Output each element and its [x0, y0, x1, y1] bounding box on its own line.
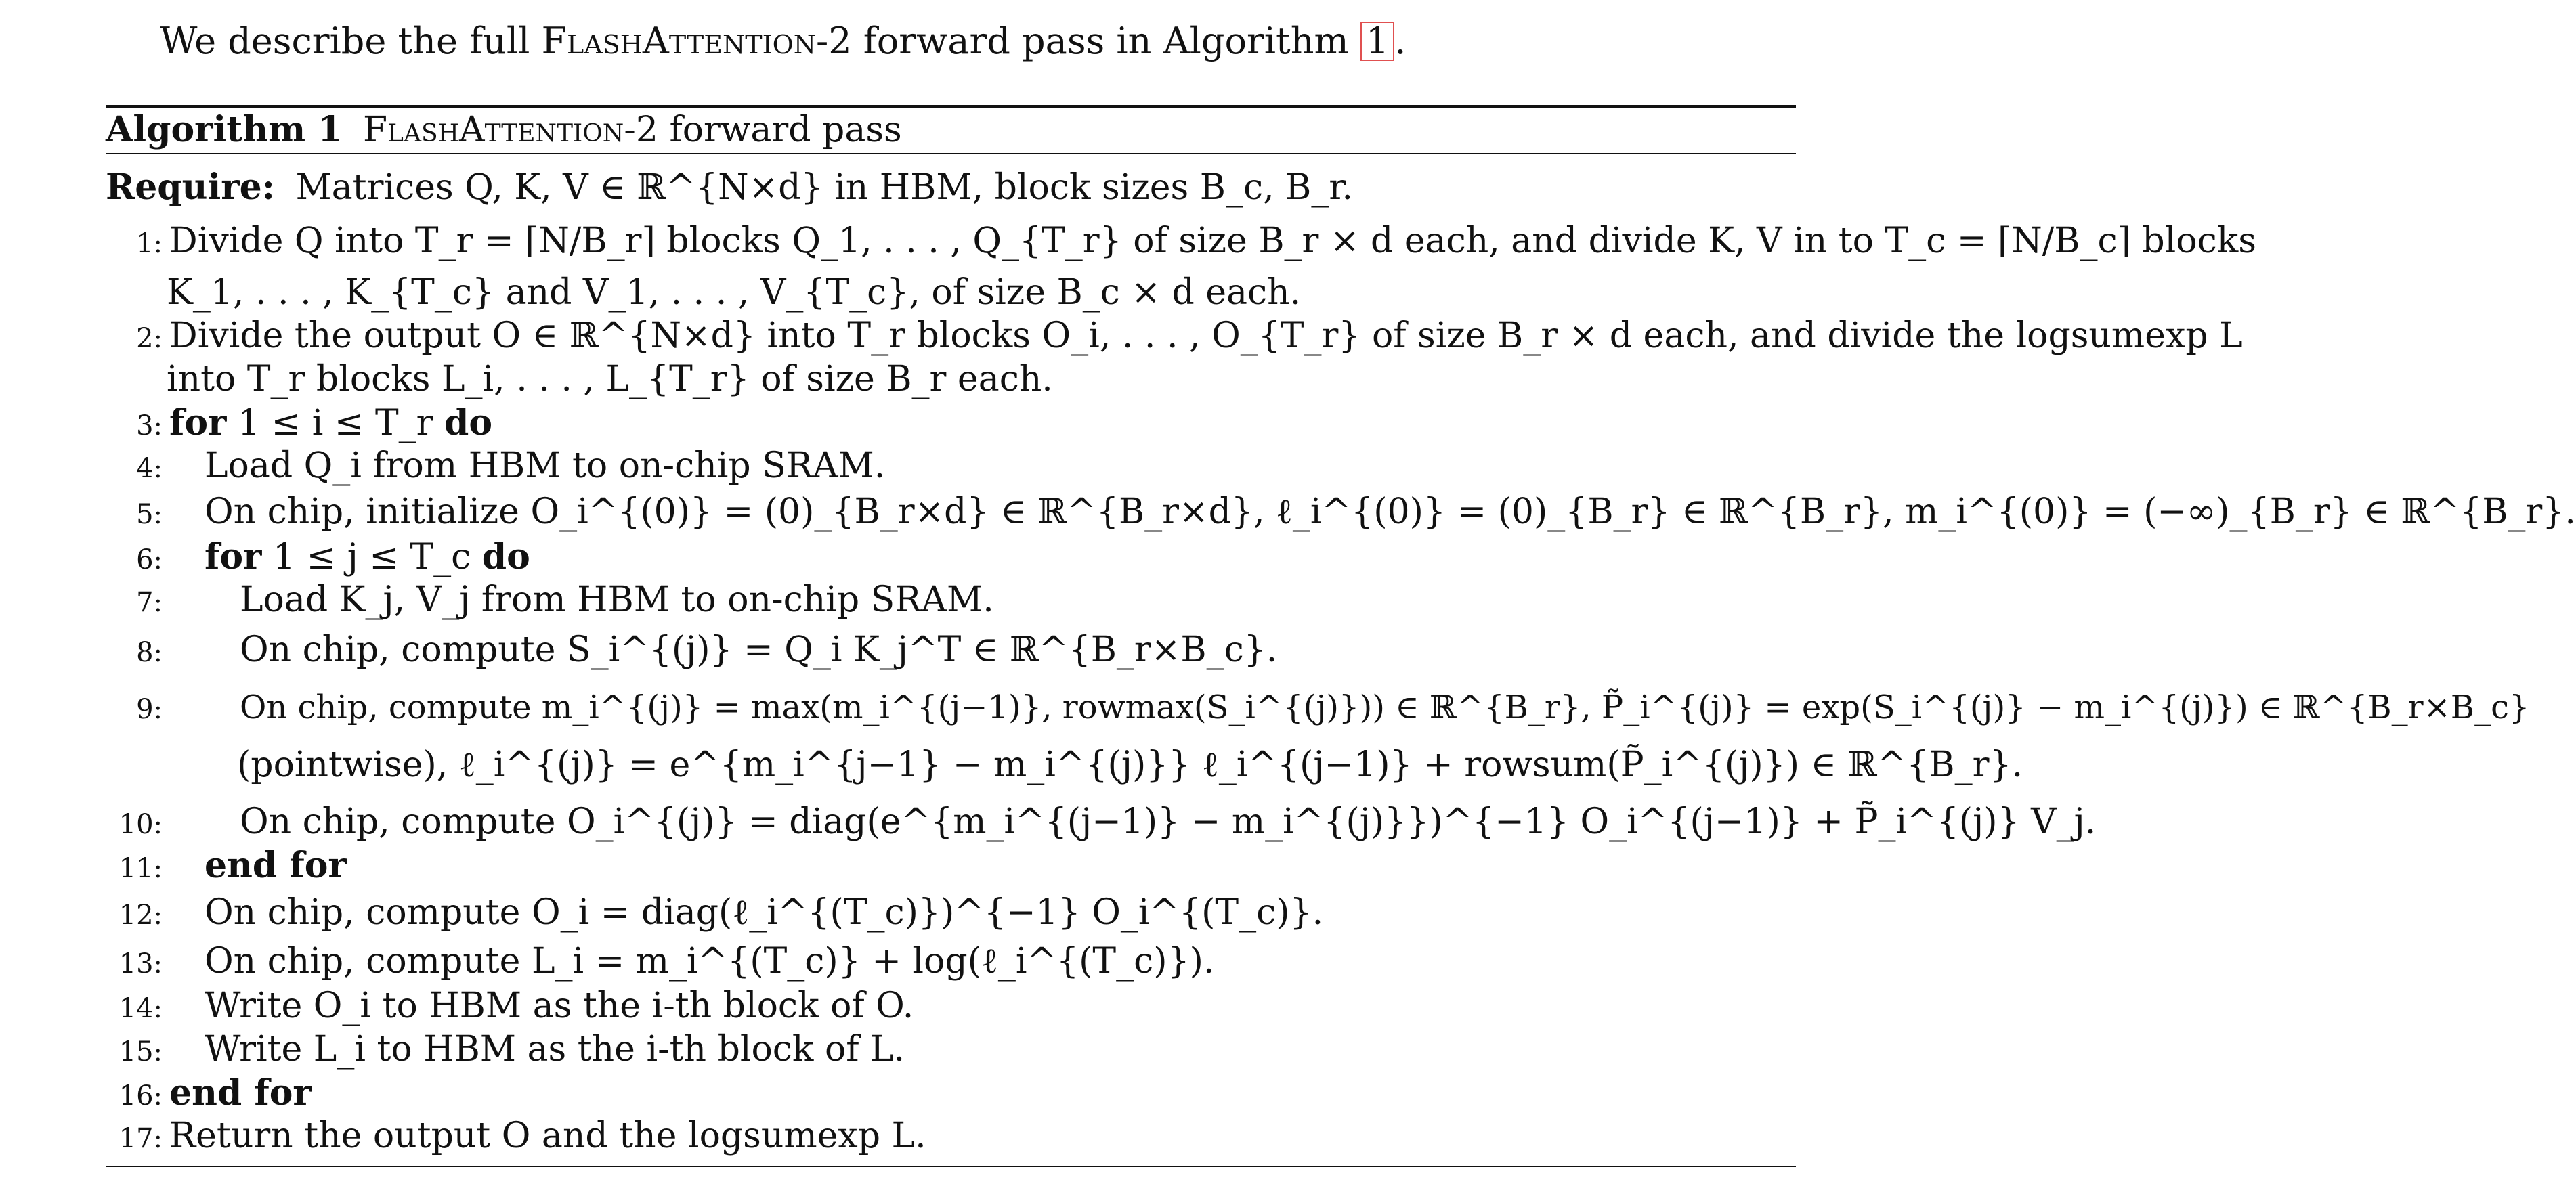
- algorithm-line: [106, 445, 1796, 486]
- algorithm-line: [106, 892, 1796, 933]
- line-number: 4:: [136, 453, 163, 484]
- algorithm-reference-link[interactable]: 1: [1360, 22, 1394, 61]
- algorithm-line: [106, 801, 2097, 842]
- algorithm-label: Algorithm 1: [106, 109, 343, 150]
- line-number: 10:: [119, 809, 163, 840]
- algorithm-line-continuation: (pointwise), ℓ_i^{(j)} = e^{m_i^{j−1} − m_i^{(j)}} ℓ_i^{(j−1)} + rowsum(P̃_i^{(j)}) ∈ ℝ^{B_r}.: [237, 745, 2023, 785]
- line-number: 1:: [136, 228, 163, 259]
- algorithm-line: [106, 986, 1796, 1026]
- line-text: 1 ≤ i ≤ T_r: [226, 403, 445, 443]
- algorithm-line-continuation: into T_r blocks L_i, . . . , L_{T_r} of size B_r each.: [167, 359, 1053, 399]
- for-keyword: for: [205, 536, 262, 577]
- algorithm-line: [106, 845, 1796, 886]
- line-text: On chip, compute O_i^{(j)} = diag(e^{m_i^{(j−1)} − m_i^{(j)}})^{−1} O_i^{(j−1)} + P̃_i^{(j)} V_j.: [240, 801, 2097, 842]
- line-number: 3:: [136, 410, 163, 441]
- line-number: 11:: [119, 853, 163, 884]
- intro-sentence: [160, 15, 1406, 68]
- for-keyword: for: [169, 402, 227, 443]
- algorithm-line: [106, 941, 1796, 982]
- intro-method-name: FlashAttention: [541, 20, 817, 62]
- algorithm-line: [106, 315, 2243, 356]
- line-text: Load Q_i from HBM to on-chip SRAM.: [205, 445, 886, 486]
- algorithm-line: [106, 491, 2576, 532]
- intro-end: .: [1394, 20, 1407, 62]
- line-text: Return the output O and the logsumexp L.: [169, 1116, 926, 1156]
- line-number: 5:: [136, 499, 163, 530]
- algorithm-title-suffix: -2 forward pass: [624, 110, 902, 150]
- line-text: On chip, compute S_i^{(j)} = Q_i K_j^T ∈ ℝ^{B_r×B_c}.: [240, 630, 1278, 670]
- line-number: 2:: [136, 323, 163, 354]
- line-number: 8:: [136, 637, 163, 668]
- end-for-keyword: end for: [205, 845, 347, 886]
- algorithm-line: [106, 221, 2256, 261]
- algorithm-method-name: FlashAttention: [362, 110, 624, 150]
- line-text: Load K_j, V_j from HBM to on-chip SRAM.: [240, 579, 994, 620]
- line-text: Write O_i to HBM as the i-th block of O.: [205, 986, 914, 1026]
- algorithm-require: [106, 167, 1796, 208]
- line-text: On chip, compute L_i = m_i^{(T_c)} + log(ℓ_i^{(T_c)}).: [205, 941, 1215, 982]
- algorithm-line: [106, 630, 1796, 670]
- algorithm-title: [106, 108, 902, 152]
- line-number: 12:: [119, 900, 163, 931]
- line-number: 17:: [119, 1123, 163, 1154]
- require-label: Require:: [106, 167, 275, 208]
- line-number: 6:: [136, 544, 163, 575]
- algorithm-line: [106, 536, 1796, 577]
- line-text: Write L_i to HBM as the i-th block of L.: [205, 1029, 905, 1070]
- end-for-keyword: end for: [169, 1072, 312, 1114]
- algorithm-line: [106, 402, 1796, 443]
- line-number: 9:: [136, 694, 163, 725]
- line-number: 14:: [119, 993, 163, 1024]
- do-keyword: do: [444, 402, 493, 443]
- line-text: On chip, compute m_i^{(j)} = max(m_i^{(j−1)}, rowmax(S_i^{(j)})) ∈ ℝ^{B_r}, P̃_i^{(j)} = exp(S_i^{(j)} − m_i^{(j)}) ∈ ℝ^{B_r×B_c}: [240, 688, 2530, 726]
- line-text: On chip, compute O_i = diag(ℓ_i^{(T_c)})^{−1} O_i^{(T_c)}.: [205, 892, 1324, 933]
- line-text: Divide the output O ∈ ℝ^{N×d} into T_r blocks O_i, . . . , O_{T_r} of size B_r × d each, and divide the logsumexp L: [169, 315, 2243, 356]
- algorithm-line: [106, 1029, 1796, 1070]
- line-text: 1 ≤ j ≤ T_c: [261, 537, 482, 577]
- intro-prefix: We describe the full: [160, 20, 542, 62]
- line-text: On chip, initialize O_i^{(0)} = (0)_{B_r×d} ∈ ℝ^{B_r×d}, ℓ_i^{(0)} = (0)_{B_r} ∈ ℝ^{B_r}, m_i^{(0)} = (−∞)_{B_r} ∈ ℝ^{B_r}.: [205, 491, 2576, 532]
- line-text: Divide Q into T_r = ⌈N/B_r⌉ blocks Q_1, . . . , Q_{T_r} of size B_r × d each, and divide K, V in to T_c = ⌈N/B_c⌉ blocks: [169, 221, 2256, 261]
- algorithm-line: [106, 1116, 1796, 1156]
- algorithm-title-rule: [106, 153, 1796, 154]
- algorithm-line: [106, 1072, 1796, 1114]
- require-text: Matrices Q, K, V ∈ ℝ^{N×d} in HBM, block sizes B_c, B_r.: [295, 167, 1354, 208]
- line-number: 7:: [136, 587, 163, 618]
- algorithm-line-continuation: K_1, . . . , K_{T_c} and V_1, . . . , V_{T_c}, of size B_c × d each.: [167, 272, 1302, 313]
- do-keyword: do: [481, 536, 530, 577]
- line-number: 16:: [119, 1080, 163, 1112]
- intro-suffix: -2 forward pass in Algorithm: [816, 20, 1360, 62]
- algorithm-line: [106, 686, 2530, 727]
- line-number: 15:: [119, 1036, 163, 1068]
- algorithm-bottom-rule: [106, 1166, 1796, 1167]
- line-number: 13:: [119, 948, 163, 980]
- algorithm-line: [106, 579, 1796, 620]
